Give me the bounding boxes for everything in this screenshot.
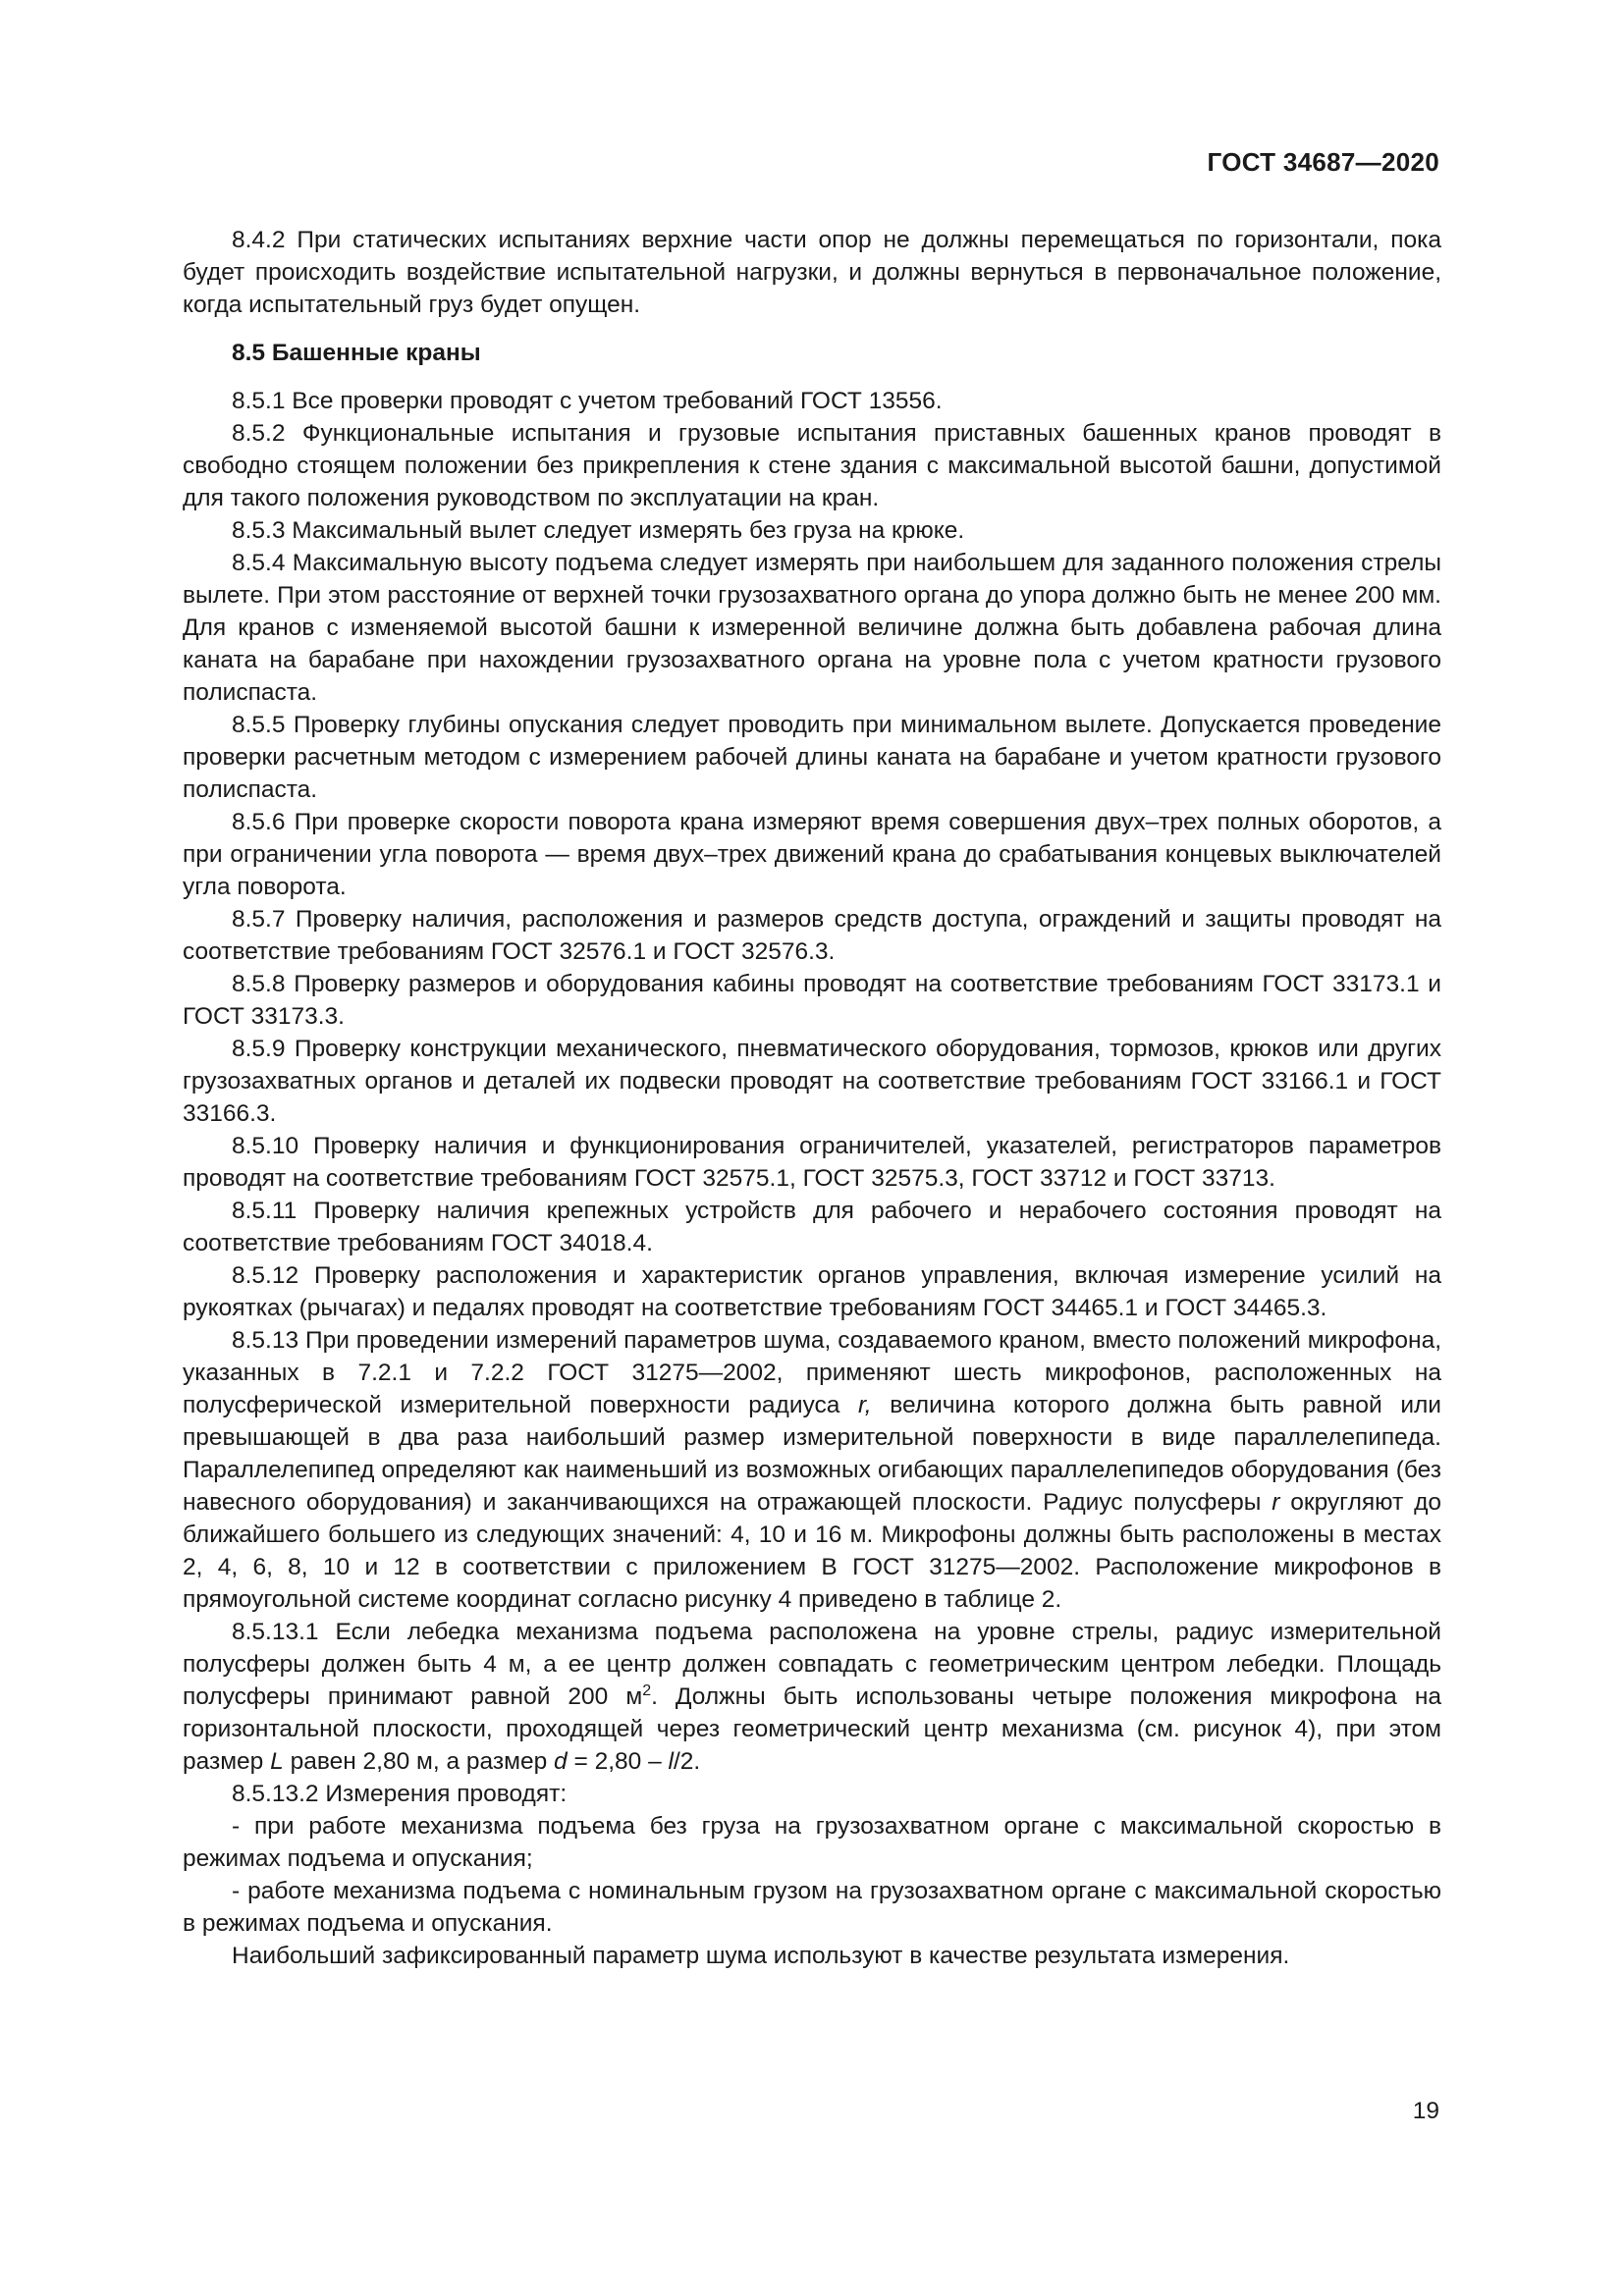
paragraph-8-5-9: 8.5.9 Проверку конструкции механического, пневматического оборудования, тормозов, крюков или других грузозахватных органов и деталей их подвески проводят на соответствие требованиям ГОСТ 33166.1 и ГОСТ 33166.3. — [183, 1036, 1441, 1127]
paragraph-8-5-12: 8.5.12 Проверку расположения и характеристик органов управления, включая измерение усилий на рукоятках (рычагах) и педалях проводят на соответствие требованиям ГОСТ 34465.1 и ГОСТ 34465.3. — [183, 1262, 1441, 1321]
paragraph-8-5-11: 8.5.11 Проверку наличия крепежных устройств для рабочего и нерабочего состояния проводят на соответствие требованиям ГОСТ 34018.4. — [183, 1198, 1441, 1256]
radius-symbol: r, — [857, 1392, 872, 1418]
paragraph-8-5-2: 8.5.2 Функциональные испытания и грузовые испытания приставных башенных кранов проводят в свободно стоящем положении без прикрепления к стене здания с максимальной высотой башни, допустимой для такого положения руководством по эксплуатации на кран. — [183, 420, 1441, 511]
paragraph-8-5-6: 8.5.6 При проверке скорости поворота крана измеряют время совершения двух–трех полных оборотов, а при ограничении угла поворота — время двух–трех движений крана до срабатывания концевых выключателей угла поворота. — [183, 809, 1441, 900]
paragraph-8-5-13-text-b: величина которого должна быть равной или превышающей в два раза наибольший размер измерительной поверхности в виде параллелепипеда. Параллелепипед определяют как наименьший из возможных огибающих параллелепипедов оборудования (без навесного оборудования) и заканчивающихся на отражающей плоскости. Радиус полусферы — [183, 1392, 1441, 1516]
paragraph-8-5-13-1-text-f: /2. — [673, 1748, 701, 1775]
paragraph-8-5-3: 8.5.3 Максимальный вылет следует измерять без груза на крюке. — [232, 517, 965, 544]
paragraph-8-5-13 — [183, 1324, 1441, 1616]
paragraph-8-5-10: 8.5.10 Проверку наличия и функционирования ограничителей, указателей, регистраторов параметров проводят на соответствие требованиям ГОСТ 32575.1, ГОСТ 32575.3, ГОСТ 33712 и ГОСТ 33713. — [183, 1133, 1441, 1192]
dimension-L-symbol: L — [270, 1748, 284, 1775]
dimension-d-symbol: d — [554, 1748, 568, 1775]
paragraph-8-5-5: 8.5.5 Проверку глубины опускания следует проводить при минимальном вылете. Допускается проведение проверки расчетным методом с измерением рабочей длины каната на барабане и учетом кратности грузового полиспаста. — [183, 712, 1441, 803]
section-heading-8-5: 8.5 Башенные краны — [232, 340, 481, 366]
paragraph-8-5-13-text-a: 8.5.13 При проведении измерений параметров шума, создаваемого краном, вместо положений микрофона, указанных в 7.2.1 и 7.2.2 ГОСТ 31275—2002, применяют шесть микрофонов, расположенных на полусферической измерительной поверхности радиуса — [183, 1327, 1441, 1418]
paragraph-8-5-1: 8.5.1 Все проверки проводят с учетом требований ГОСТ 13556. — [232, 388, 943, 414]
list-item: - при работе механизма подъема без груза на грузозахватном органе с максимальной скоростью в режимах подъема и опускания; — [183, 1813, 1441, 1872]
page-number: 19 — [1412, 2098, 1439, 2124]
list-item: - работе механизма подъема с номинальным грузом на грузозахватном органе с максимальной скоростью в режимах подъема и опускания. — [183, 1878, 1441, 1937]
paragraph-8-5-13-1-text-c: равен 2,80 м, а размер — [283, 1748, 555, 1775]
document-header-standard: ГОСТ 34687—2020 — [1207, 147, 1439, 177]
paragraph-8-5-7: 8.5.7 Проверку наличия, расположения и размеров средств доступа, ограждений и защиты проводят на соответствие требованиям ГОСТ 32576.1 и ГОСТ 32576.3. — [183, 906, 1441, 965]
paragraph-8-5-13-1-text-b: . Должны быть использованы четыре положения микрофона на горизонтальной плоскости, проходящей через геометрический центр механизма (см. рисунок 4), при этом размер — [183, 1683, 1442, 1775]
paragraph-8-5-13-1 — [183, 1616, 1441, 1778]
superscript-2: 2 — [642, 1682, 652, 1699]
dimension-l-symbol: l — [668, 1748, 674, 1775]
document-body — [183, 224, 1441, 1972]
paragraph-8-5-13-1-text-a: 8.5.13.1 Если лебедка механизма подъема расположена на уровне стрелы, радиус измерительной полусферы должен быть 4 м, а ее центр должен совпадать с геометрическим центром лебедки. Площадь полусферы принимают равной 200 м — [183, 1619, 1441, 1710]
paragraph-8-5-4: 8.5.4 Максимальную высоту подъема следует измерять при наибольшем для заданного положения стрелы вылете. При этом расстояние от верхней точки грузозахватного органа до упора должно быть не менее 200 мм. Для кранов с изменяемой высотой башни к измеренной величине должна быть добавлена рабочая длина каната на барабане при нахождении грузозахватного органа на уровне пола с учетом кратности грузового полиспаста. — [183, 550, 1441, 706]
paragraph-8-4-2: 8.4.2 При статических испытаниях верхние части опор не должны перемещаться по горизонтали, пока будет происходить воздействие испытательной нагрузки, и должны вернуться в первоначальное положение, когда испытательный груз будет опущен. — [183, 227, 1441, 318]
radius-symbol: r — [1272, 1489, 1280, 1516]
paragraph-8-5-13-text-c: округляют до ближайшего большего из следующих значений: 4, 10 и 16 м. Микрофоны должны быть расположены в местах 2, 4, 6, 8, 10 и 12 в соответствии с приложением В ГОСТ 31275—2002. Расположение микрофонов в прямоугольной системе координат согласно рисунку 4 приведено в таблице 2. — [183, 1489, 1442, 1613]
paragraph-8-5-13-2: 8.5.13.2 Измерения проводят: — [232, 1781, 568, 1807]
paragraph-8-5-13-1-text-e: = 2,80 – — [567, 1748, 669, 1775]
paragraph-final: Наибольший зафиксированный параметр шума используют в качестве результата измерения. — [232, 1943, 1290, 1969]
paragraph-8-5-8: 8.5.8 Проверку размеров и оборудования кабины проводят на соответствие требованиям ГОСТ 33173.1 и ГОСТ 33173.3. — [183, 971, 1441, 1030]
